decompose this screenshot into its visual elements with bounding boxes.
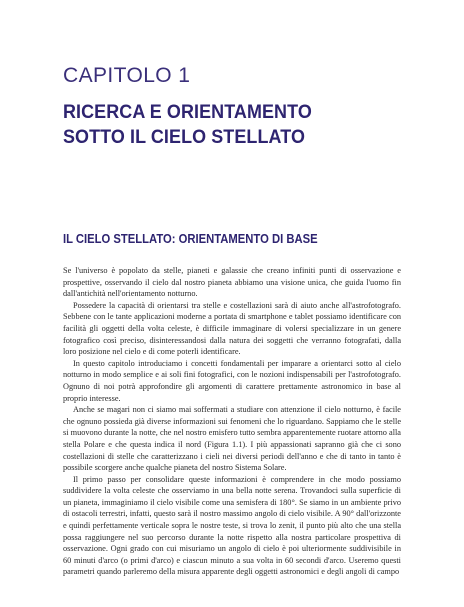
body-text <box>63 265 401 578</box>
paragraph: In questo capitolo introduciamo i concetti fondamentali per imparare a orientarci sotto al cielo notturno in modo semplice e ai soli fini fotografici, con le nozioni indispensabili per l'astrofotografo. Ognuno di noi potrà approfondire gli argomenti di carattere prettamente astronomico in base al proprio interesse. <box>63 358 401 403</box>
paragraph: Possedere la capacità di orientarsi tra stelle e costellazioni sarà di aiuto anche all'astrofotografo. Sebbene con le tante applicazioni moderne a portata di smartphone e tablet possiamo identificare con facilità gli oggetti della volta celeste, è difficile immaginare di volersi specializzare in un genere fotografico così preciso, disinteressandosi dalla natura dei soggetti che verranno fotografati, dalla loro posizione nel cielo e di come poterli identificare. <box>63 300 401 357</box>
chapter-title <box>63 100 394 150</box>
section-heading: IL CIELO STELLATO: ORIENTAMENTO DI BASE <box>63 232 318 246</box>
chapter-label: CAPITOLO 1 <box>63 64 191 87</box>
paragraph: Se l'universo è popolato da stelle, pianeti e galassie che creano infiniti punti di osservazione e prospettive, osservando il cielo dal nostro pianeta abbiamo una visione unica, che guida l'uomo fin dall'antichità nell'orientamento notturno. <box>63 266 401 299</box>
chapter-title-line-2: SOTTO IL CIELO STELLATO <box>63 126 306 148</box>
paragraph: Il primo passo per consolidare queste informazioni è comprendere in che modo possiamo suddividere la volta celeste che osserviamo in una bella notte serena. Trovandoci sulla superficie di un pianeta, immaginiamo il cielo visibile come una semisfera di 180°. Se siamo in un ambiente privo di ostacoli terrestri, infatti, questo sarà il nostro massimo angolo di cielo visibile. A 90° dall'orizzonte e quindi perfettamente verticale sopra le nostre teste, si trova lo zenit, il punto più alto che una stella possa raggiungere nel suo percorso durante la notte rispetto alla nostra particolare prospettiva di osservazione. Ogni grado con cui misuriamo un angolo di cielo è poi ulteriormente suddivisibile in 60 minuti d'arco (o primi d'arco) e ciascun minuto a sua volta in 60 secondi d'arco. Useremo questi parametri quando parleremo della misura apparente degli oggetti astronomici e degli angoli di campo <box>63 474 401 577</box>
paragraph: Anche se magari non ci siamo mai soffermati a studiare con attenzione il cielo notturno, è facile che ognuno possieda già diverse informazioni sui fenomeni che lo riguardano. Sappiamo che le stelle si muovono durante la notte, che nel nostro emisfero tutto sembra apparentemente ruotare attorno alla stella Polare e che questa indica il nord (Figura 1.1). I più appassionati sapranno già che ci sono costellazioni di stelle che caratterizzano i cieli nei diversi periodi dell'anno e che di tanto in tanto è possibile scorgere anche qualche pianeta del nostro Sistema Solare. <box>63 405 401 473</box>
chapter-title-line-1: RICERCA E ORIENTAMENTO <box>63 101 312 123</box>
